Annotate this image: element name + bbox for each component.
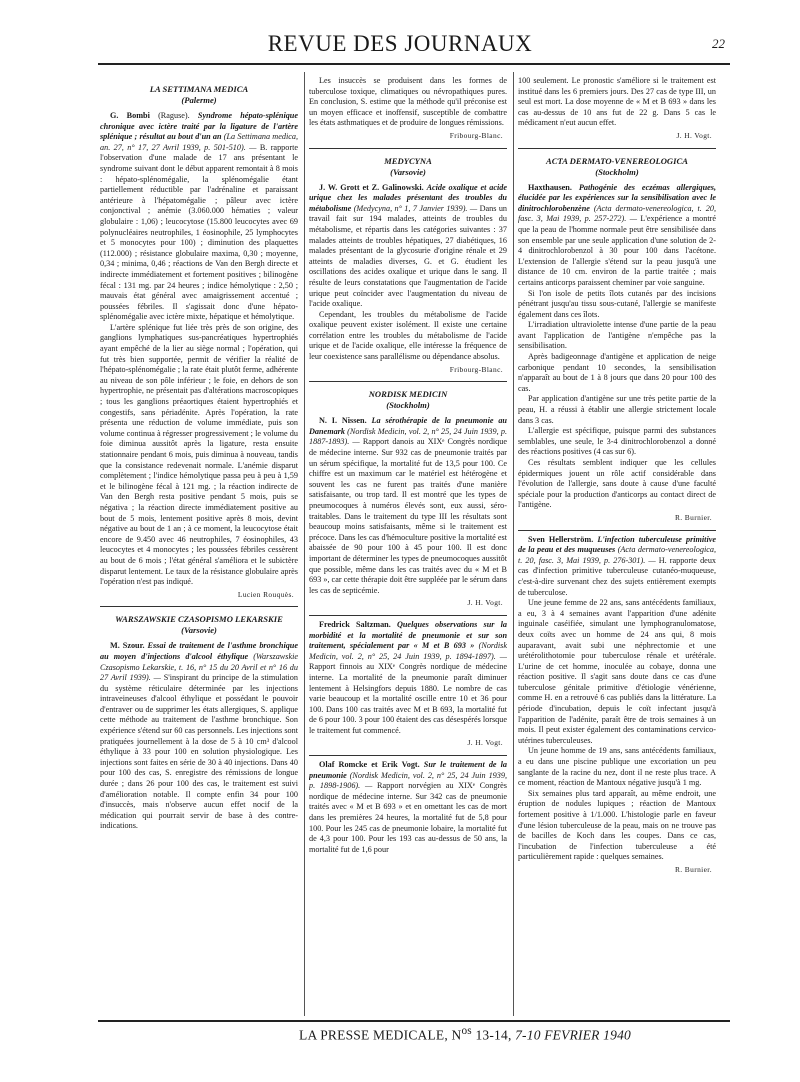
- journal-section-divider: [309, 148, 507, 178]
- article-paragraph: Après badigeonnage d'antigène et application de neige carbonique pendant 10 secondes, la sensibilisation n'apparaît au bout de 1 à 8 jours que dans 20 pour 100 des cas.: [518, 352, 716, 393]
- article-author: Sven Hellerström.: [528, 534, 594, 544]
- article-body: Dans un travail fait sur 194 malades, atteints de troubles du métabolisme, et répartis dans les catégories suivantes : 37 malades atteints de troubles hépatiques, 27 diabétiques, 16 malades présentant de la glycosurie d'origine rénale et 29 atteints de maladies diverses, G. et G. étudient les oscillations des acides oxalique et urique dans le sang. Il résulte de leurs constatations que l'augmentation de l'acide urique peut coïncider avec l'augmentation du niveau de l'acide oxalique.: [309, 203, 507, 309]
- article-paragraph: Ces résultats semblent indiquer que les cellules épidermiques jouent un rôle actif considérable dans l'évolution de l'allergie, sans doute à cause d'une faculté spéciale pour la production d'anticorps au contact direct de l'antigène.: [518, 458, 716, 510]
- article-lead: [100, 111, 298, 323]
- article-lead: [100, 641, 298, 832]
- article-author: J. W. Grott et Z. Galinowski.: [319, 182, 424, 192]
- journal-name: MEDYCYNA: [384, 155, 432, 166]
- footer: [200, 1025, 730, 1044]
- article-signature: Fribourg-Blanc.: [449, 130, 503, 140]
- article-source: (Nordisk Medicin, vol. 2, n° 25, 24 Juin 1939, p. 1887-1893). —: [309, 426, 507, 447]
- page-title: REVUE DES JOURNAUX: [267, 31, 533, 56]
- column-divider: [513, 72, 514, 1016]
- article-paragraph: L'artère splénique fut liée très près de son origine, des ganglions lymphatiques sus-pancréatiques hypertrophiés ayant empêché de la lier au siège normal ; l'opération, qui fut très bien supportée, permit de vérifier la réalité de l'hépato-splénomégalie ; la rate était plutôt ferme, adhérente au niveau de son pôle inférieur ; le foie, en dehors de son hypertrophie, ne présentait pas d'altérations macroscopiques ; tous les ganglions préaortiques étaient hypertrophiés et congestifs, sans périadénite. Après l'opération, la rate présenta une réduction de volume immédiate, puis son volume continua à régresser progressivement ; le volume du foie diminua aussitôt après la ligature, resta ensuite stationnaire pendant 6 mois, puis diminua à nouveau, tandis que la consistance redevenait normale. L'anémie disparut complètement ; l'indice hémolytique passa peu à peu à 1,59 et le bilinogène fécal à 121 mg. ; la réaction indirecte de Van den Bergh resta positive pendant 5 mois, puis se négativa ; la réaction directe immédiatement positive au bout de 5 mois, lentement positive après 8 mois, devint négative au bout de 1 an ; à ce moment, la leucocytose était encore de 9.450 avec 46 neutrophiles, 7 éosinophiles, 43 leucocytes et 4 monocytes ; les poussées fébriles cessèrent au bout de 6 mois ; l'état général s'améliora et le subictère disparut lentement. Le taux de la résistance globulaire après l'opération n'est pas indiqué.: [100, 322, 298, 587]
- article-author: M. Szour.: [110, 641, 145, 651]
- article-signature: R. Burnier.: [674, 864, 712, 874]
- article-body: H. rapporte deux cas d'infection primitive tuberculeuse cutanéo-muqueuse, c'est-à-dire survenant chez des sujets entièrement exempts de tuberculose.: [518, 555, 716, 597]
- article-source: (Medycyna, n° 1, 7 Janvier 1939). —: [351, 203, 480, 213]
- article-title: Syndrome hépato-splénique chronique avec ictère traité par la ligature de l'artère splénique ; résultat au bout d'un an: [100, 111, 298, 142]
- header-rule: [98, 63, 730, 65]
- footer-date: 7-10 FEVRIER 1940: [515, 1027, 631, 1043]
- article-source: (Nordisk Medicin, vol. 2, n° 25, 24 Juin 1939, p. 1898-1906). —: [309, 770, 507, 791]
- article-title: Pathogénie des eczémas allergiques, élucidée par les expériences sur la sensibilisation avec le dinitrochlorobenzène: [518, 182, 716, 213]
- article-lead: [309, 620, 507, 737]
- article-lead: [309, 760, 507, 855]
- article-paragraph: Six semaines plus tard apparaît, au même endroit, une éruption de nodules lupiques ; réaction de Mantoux fortement positive à 1/1.000. L'histologie parle en faveur d'une lésion tuberculeuse de la peau, mais on ne trouve pas de bacilles de Koch dans les coupes. Dans ce cas, l'incubation de l'infection tuberculeuse a été particulièrement rapide : quelques semaines.: [518, 788, 716, 862]
- column-3: [518, 76, 716, 1012]
- article-author: Olaf Romcke et Erik Vogt.: [319, 760, 420, 770]
- article-body: S'inspirant du principe de la stimulation du système réticulaire déterminée par les injections intraveineuses d'alcool éthylique et possédant le pouvoir d'entraver ou de supprimer les états allergiques, S. applique cette méthode au traitement de l'asthme bronchique. Son expérience s'étend sur 60 cas personnels. Les injections sont pratiquées journellement à la dose de 5 à 10 cm³ d'alcool éthylique à 33 pour 100 en solution physiologique. Les injections sont faites en série de 30 à 40 injections. Dans 40 pour 100 des cas, S. enregistre des rémissions de longue durée ; dans 26 pour 100 des cas, le traitement est suivi d'amélioration notable. Il compte enfin 34 pour 100 d'insuccès, mais n'observe aucun effet nocif de la médication qui pourrait servir de base à des contre-indications.: [100, 673, 298, 831]
- footer-superscript: os: [461, 1025, 472, 1037]
- article-continuation: [518, 76, 716, 142]
- article-lead: [518, 183, 716, 289]
- article: [518, 535, 716, 876]
- article-body: B. rapporte l'observation d'une malade de 17 ans présentant le syndrome suivant dont le début apparent remontait à 8 mois : hépato-splénomégalie, la splénomégalie étant partiellement réductible par l'adrénaline et paraissant antérieure à l'hépatomégalie ; pâleur avec ictère conjonctival ; anémie (3.060.000 hématies ; valeur globulaire : 1,06) ; leucocytose (15.800 leucocytes avec 69 polynucléaires neutrophiles, 1 éosinophile, 25 lymphocytes et 5 monocytes pour 100) ; diminution des plaquettes (112.000) ; résistance globulaire maxima, 0,30 ; moyenne, 0,34 ; minima, 0,46 ; réactions de Van den Bergh directe et indirecte immédiatement et fortement positives ; bilinogène fécal : 131 mg. par 24 heures ; indice hémolytique : 2,50 ; mauvais état général avec amaigrissement accentué ; poussées fébriles. Il s'agissait donc d'une hépato-splénomégalie avec ictère mixte, hépatique et hémolytique.: [100, 142, 298, 322]
- article-divider: [518, 530, 716, 531]
- article-source: (Nordisk Medicin, vol. 2, n° 25, 24 Juin 1939, p. 1894-1897). —: [309, 641, 507, 661]
- journal-city: (Stockholm): [595, 166, 639, 177]
- article-author: Fredrick Saltzman.: [319, 619, 391, 629]
- article-author: N. I. Nissen.: [319, 416, 367, 426]
- article-signature: Fribourg-Blanc.: [449, 364, 503, 374]
- journal-city: (Stockholm): [386, 400, 430, 411]
- article-source: (Acta dermato-venereologica, t. 20, fasc. 3, Mai 1939, p. 257-272). —: [518, 203, 716, 224]
- journal-section-divider: [518, 148, 716, 178]
- article-signature: J. H. Vogt.: [676, 130, 712, 140]
- article-source: (La Settimana medica, an. 27, n° 17, 27 Avril 1939, p. 501-510). —: [100, 132, 298, 152]
- article-author: G. Bombi: [110, 111, 150, 120]
- article-title: Acide oxalique et acide urique chez les malades présentant des troubles du métabolisme: [309, 182, 507, 213]
- article: [309, 760, 507, 855]
- footer-rule: [98, 1020, 730, 1022]
- article-paragraph: Les insuccès se produisent dans les formes de tuberculose toxique, climatiques ou névropathiques pures. En conclusion, S. estime que la méthode qu'il préconise est un moyen efficace et inoffensif, susceptible de combattre les états asthmatiques et de produire de longues rémissions.: [309, 76, 507, 128]
- article-paragraph: 100 seulement. Le pronostic s'améliore si le traitement est institué dans les 6 premiers jours. Des 27 cas de type III, un seul est mort. La dose moyenne de « M et B 693 » dans les cas au-dessus de 10 ans fut de 22 g. Dans 5 cas le médicament n'eut aucun effet.: [518, 76, 716, 128]
- article: [518, 183, 716, 524]
- article-paragraph: L'irradiation ultraviolette intense d'une partie de la peau avant l'application de l'antigène n'empêche pas la sensibilisation.: [518, 320, 716, 351]
- article-lead: [309, 183, 507, 310]
- page-number: 22: [712, 36, 725, 51]
- article-body: Rapport danois au XIXᵉ Congrès nordique de médecine interne. Sur 932 cas de pneumonie traités par un sérum spécifique, la mortalité fut de 13,5 pour 100. Ce chiffre est un maximum car le matériel est hétérogène et souvent les cas ne furent pas traités d'une manière satisfaisante, ou trop tard. Il est montré que les types de pneumocoques à numéros élevés sont, eux aussi, séro-traitables. Dans le traitement du type III les résultats sont beaucoup moins satisfaisants, même si le traitement est précoce. Dans les cas d'hémoculture positive la mortalité est abaissée de 90 pour 100 à 45 pour 100. Il est donc important de déterminer les types de pneumocoques aussitôt que possible, même dans les cas traités avec du « M et B 693 », car cette thérapie doit être suppléée par le sérum dans les cas de septicémie.: [309, 437, 507, 595]
- article-paragraph: Un jeune homme de 19 ans, sans antécédents familiaux, a eu dans une piscine publique une excoriation un peu sanglante de la racine du nez, dont il ne reste plus trace. A ce moment, réaction de Mantoux négative jusqu'à 1 mg.: [518, 746, 716, 788]
- article-source: (Acta dermato-venereologica, t. 20, fasc. 3, Mai 1939, p. 276-301). —: [518, 545, 716, 565]
- article-paragraph: Par application d'antigène sur une très petite partie de la peau, H. a réussi à établir une allergie strictement locale dans 3 cas.: [518, 394, 716, 425]
- journal-city: (Varsovie): [181, 625, 217, 636]
- masthead: [100, 30, 700, 60]
- article-signature: Lucien Rouquès.: [237, 589, 294, 599]
- column-2: [309, 76, 507, 1012]
- journal-name: NORDISK MEDICIN: [368, 389, 448, 400]
- journal-section-divider: [100, 606, 298, 636]
- article-paragraph: Cependant, les troubles du métabolisme de l'acide oxalique peuvent exister isolément. Il existe une certaine corrélation entre les troubles du métabolisme de l'acide urique et de l'acide oxalique, elle intéresse la fréquence de leur coexistence sans parallélisme ou dépendance absolus.: [309, 309, 507, 362]
- article-signature: J. H. Vogt.: [467, 598, 503, 608]
- journal-name: LA SETTIMANA MEDICA: [149, 84, 249, 94]
- article-signature: J. H. Vogt.: [467, 738, 503, 748]
- article-continuation: [309, 76, 507, 142]
- article-divider: [309, 615, 507, 616]
- article-signature: R. Burnier.: [674, 512, 712, 522]
- journal-city: (Palerme): [181, 95, 217, 105]
- author-affiliation: (Raguse).: [149, 111, 198, 120]
- article-divider: [309, 755, 507, 756]
- article-paragraph: Une jeune femme de 22 ans, sans antécédents familiaux, a eu, 3 à 4 semaines avant l'apparition d'une adénite inguinale caséifiée, simulant une lymphogranulomatose, deux coïts avec un homme de 24 ans qui, 8 mois auparavant, avait subi une néphrectomie et une urétérolithotomie pour tuberculose rénale et urétérale. L'urine de cet homme, inoculée au cobaye, donna une réaction positive. Il s'agit sans doute dans ce cas d'une tuberculose génitale primitive d'étiologie vénérienne, comme H. en a retrouvé 6 cas publiés dans la littérature. La période d'incubation, depuis le coït infectant jusqu'à l'apparition de l'adénite, paraît être de trois semaines à un mois. Il peut exister également des contaminations cervico-utérines tuberculeuses.: [518, 598, 716, 745]
- article-body: Rapport norvégien au XIXᵉ Congrès nordique de médecine interne. Sur 342 cas de pneumonie traités avec « M et B 693 » et en omettant les cas de mort dans les premières 24 heures, la mortalité fut de 5,8 pour 100. Pour les 245 cas de pneumonie lobaire, la mortalité fut de 4,3 pour 100. Pour les 193 cas au-dessus de 50 ans, la mortalité fut de 1,6 pour: [309, 781, 507, 854]
- article-paragraph: L'allergie est spécifique, puisque parmi des substances semblables, une seule, le 3-4 dinitrochlorobenzol a donné des réactions positives (4 cas sur 6).: [518, 426, 716, 457]
- journal-section-divider: [309, 381, 507, 411]
- article-paragraph: Si l'on isole de petits îlots cutanés par des incisions pénétrant jusqu'au tissu sous-cutané, l'allergie se manifeste également dans ces îlots.: [518, 288, 716, 319]
- article-body: Rapport finnois au XIXᵉ Congrès nordique de médecine interne. La mortalité de la pneumonie paraît diminuer lentement à Helsingfors depuis 1880. Le nombre de cas varie beaucoup et la mortalité oscille entre 10 et 36 pour 100. Dans 100 cas traités avec M et B 693, la mortalité fut de 6 pour 100. 3 pour 100 étaient des cas désespérés lorsque le traitement fut commencé.: [309, 662, 507, 735]
- footer-journal: LA PRESSE MEDICALE, N: [299, 1027, 462, 1043]
- article: [309, 416, 507, 609]
- article-source: (Warszawskie Czasopismo Lekarskie, t. 16, n° 15 du 20 Avril et n° 16 du 27 Avril 1939). —: [100, 651, 298, 683]
- article: [309, 620, 507, 749]
- article-title: La sérothérapie de la pneumonie au Danemark: [309, 416, 507, 436]
- journal-name: WARSZAWSKIE CZASOPISMO LEKARSKIE: [115, 614, 283, 625]
- column-1: [100, 76, 298, 1012]
- article: [100, 641, 298, 832]
- journal-city: (Varsovie): [390, 166, 426, 177]
- column-divider: [304, 72, 305, 1016]
- article: [309, 183, 507, 376]
- article-author: Haxthausen.: [528, 182, 572, 192]
- article-title: L'infection tuberculeuse primitive de la peau et des muqueuses: [518, 534, 716, 555]
- journal-name: ACTA DERMATO-VENEREOLOGICA: [546, 155, 688, 166]
- article: [100, 111, 298, 600]
- footer-issue: 13-14,: [471, 1027, 516, 1043]
- article-title: Sur le traitement de la pneumonie: [309, 760, 507, 780]
- article-title: Essai de traitement de l'asthme bronchique au moyen d'injections d'alcool éthylique: [100, 641, 298, 661]
- article-lead: [518, 535, 716, 599]
- article-lead: [309, 416, 507, 596]
- article-body: L'expérience a montré que la peau de l'homme normale peut être sensibilisée dans son ensemble par une seule application d'une solution de 2-4 dinitrochlorobenzol à 30 pour 100 dans l'acétone. L'extension de l'allergie s'étend sur la peau jusqu'à une distance de 10 cm. environ de la partie traitée ; mais certains anticorps paraissent cheminer par voie sanguine.: [518, 214, 716, 287]
- article-title: Quelques observations sur la morbidité et la mortalité de pneumonie et sur son traitement, spécialement par « M et B 693 »: [309, 619, 507, 651]
